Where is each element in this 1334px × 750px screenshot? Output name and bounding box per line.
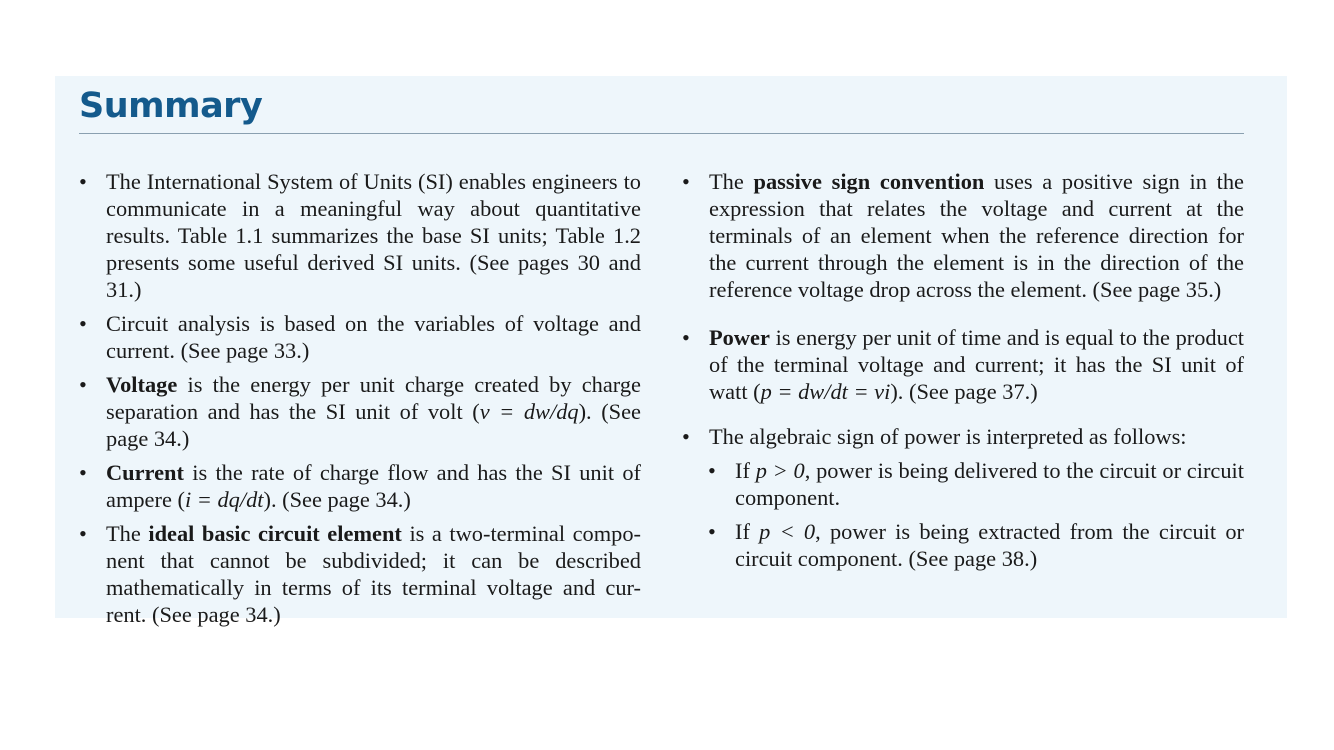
formula: p = dw/dt = vi — [760, 379, 891, 404]
bullet-icon: • — [79, 521, 87, 546]
item-text — [709, 324, 1244, 405]
list-item-ideal-element — [79, 520, 641, 628]
text-run: ). (See page 34.) — [263, 487, 411, 512]
text-run: is energy per unit of time and is equal to the product of the terminal voltage and current; it has the SI unit of watt ( — [709, 325, 1244, 404]
item-text: The algebraic sign of power is interpreted as follows: — [709, 424, 1187, 449]
list-item-si-units — [79, 168, 641, 303]
formula: v = dw/dq — [479, 399, 579, 424]
item-text — [106, 459, 641, 513]
bullet-icon: • — [708, 458, 716, 483]
formula: i = dq/dt — [184, 487, 264, 512]
text-run: If — [735, 519, 760, 544]
text-run: The — [106, 521, 149, 546]
bullet-icon: • — [682, 169, 690, 194]
item-text — [106, 371, 641, 452]
item-text — [735, 519, 1244, 571]
term-current: Current — [106, 460, 184, 485]
text-run: , power is being delivered to the circuit or circuit component. — [735, 458, 1244, 510]
bullet-icon: • — [79, 372, 87, 397]
item-text — [106, 520, 641, 628]
list-item-power — [682, 324, 1244, 405]
title-divider — [79, 133, 1244, 134]
bullet-icon: • — [682, 424, 690, 449]
item-text — [709, 168, 1244, 303]
item-text: Circuit analysis is based on the variables of voltage and current. (See page 33.) — [106, 311, 641, 363]
bullet-icon: • — [682, 325, 690, 350]
bullet-icon: • — [79, 169, 87, 194]
list-item-voltage — [79, 371, 641, 452]
page-title: Summary — [79, 86, 263, 126]
term-passive-sign: passive sign convention — [753, 169, 985, 194]
item-text — [735, 458, 1244, 510]
sub-item-positive-power — [682, 457, 1244, 511]
text-run: ). (See page 37.) — [890, 379, 1038, 404]
list-item-algebraic-sign — [682, 423, 1244, 450]
text-run: is the energy per unit charge created by charge separation and has the SI unit of volt ( — [106, 372, 641, 424]
term-ideal-element: ideal basic circuit element — [148, 521, 402, 546]
formula: p > 0 — [755, 458, 805, 483]
text-run: is the rate of charge flow and has the SI unit of ampere ( — [106, 460, 641, 512]
text-run: If — [735, 458, 756, 483]
bullet-icon: • — [79, 311, 87, 336]
text-run: , power is being extracted from the circuit or circuit component. (See page 38.) — [735, 519, 1244, 571]
bullet-icon: • — [79, 460, 87, 485]
sub-item-negative-power — [682, 518, 1244, 572]
text-run: ). (See page 34.) — [106, 399, 641, 451]
text-run: The — [709, 169, 754, 194]
item-text: The International System of Units (SI) enables engineers to communicate in a meaningful way about quantitative results. Table 1.1 summarizes the base SI units; Table 1.2 presents some useful derived SI units. (See pages 30 and 31.) — [106, 169, 641, 302]
list-item-circuit-analysis — [79, 310, 641, 364]
right-column — [682, 168, 1244, 572]
list-item-current — [79, 459, 641, 513]
left-column — [79, 168, 641, 628]
bullet-icon: • — [708, 519, 716, 544]
term-voltage: Voltage — [106, 372, 178, 397]
term-power: Power — [709, 325, 770, 350]
text-run: uses a positive sign in the expression that relates the voltage and current at the terminals of an element when the reference direction for the current through the element is in the direction of the reference voltage drop across the element. (See page 35.) — [709, 169, 1244, 302]
list-item-passive-sign — [682, 168, 1244, 303]
text-run: is a two-terminal compo-nent that cannot be subdivided; it can be described mathematically in terms of its terminal voltage and cur-rent. (See page 34.) — [106, 521, 641, 627]
formula: p < 0 — [759, 519, 816, 544]
